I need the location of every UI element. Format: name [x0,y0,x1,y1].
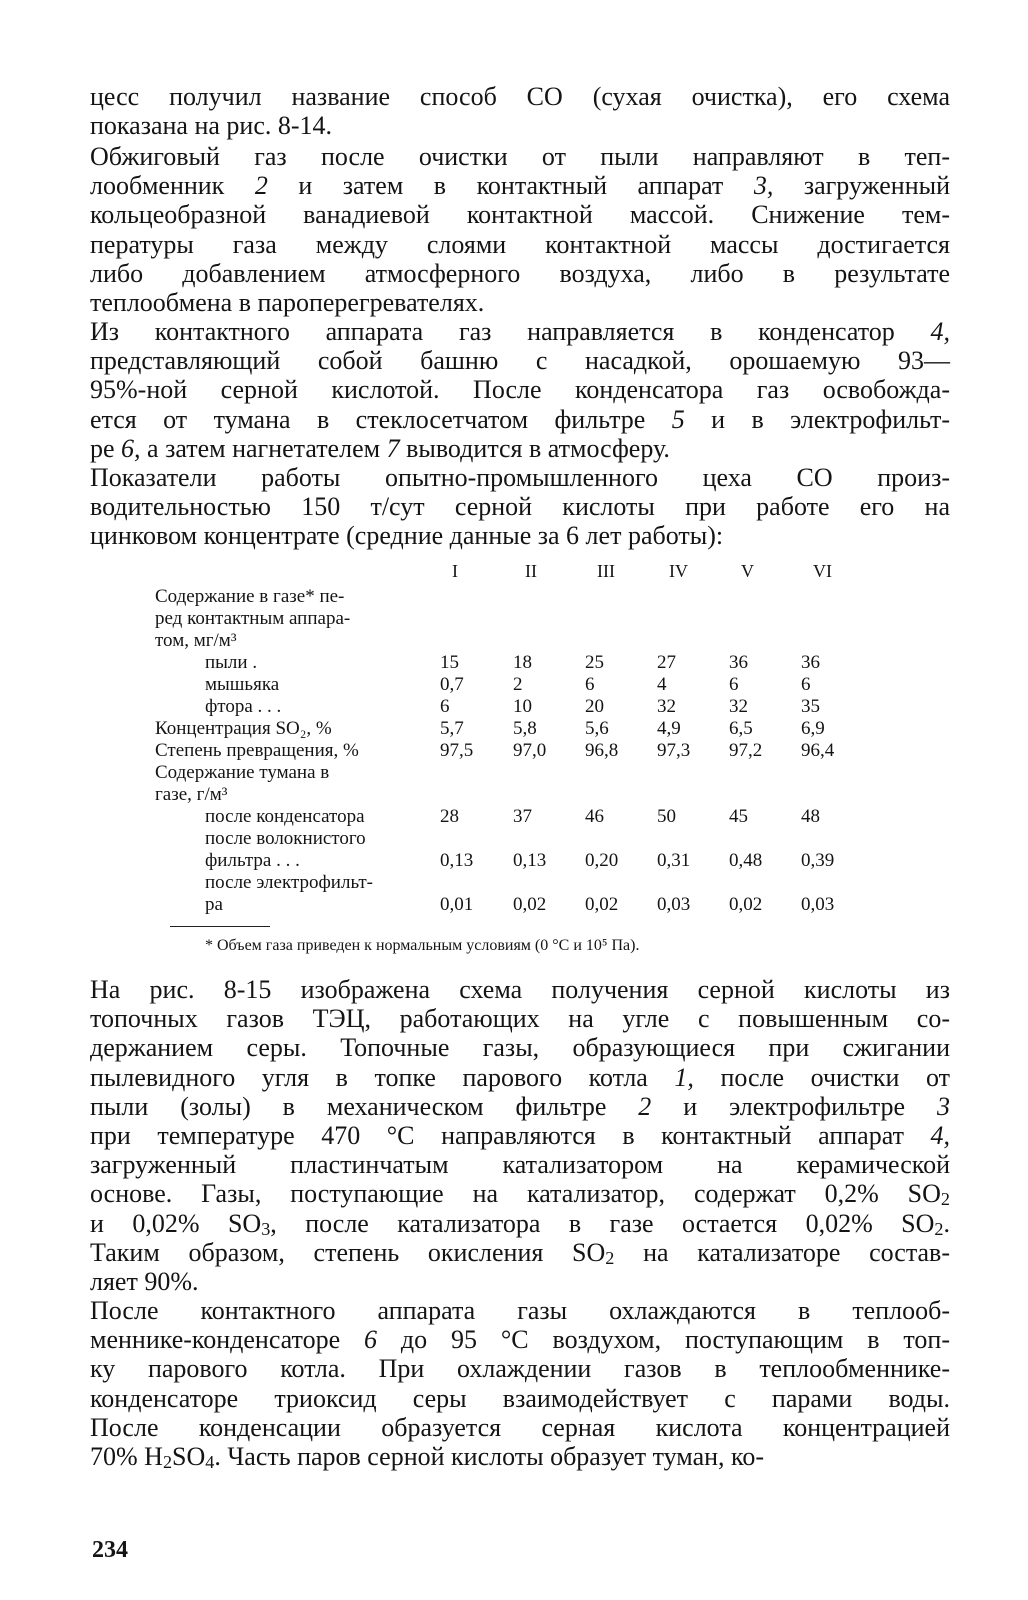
table-cell: 27 [657,652,676,673]
table-cell: 6 [585,674,595,695]
table-cell: 0,13 [440,850,474,871]
footnote-rule [170,926,270,927]
table-cell: 32 [657,696,676,717]
row-label: после конденсатора [205,806,365,827]
row-label: газе, г/м³ [155,784,228,805]
paragraph [90,975,950,1296]
text-line: показана на рис. 8-14. [90,111,333,141]
text-line: Обжиговый газ после очистки от пыли направляют в теп- [90,142,950,171]
table-cell: 5,8 [513,718,537,739]
table-cell: 97,5 [440,740,474,761]
paragraph [90,463,950,551]
text-line: пыли (золы) в механическом фильтре 2 и электрофильтре 3 [90,1091,950,1121]
table-cell: 45 [729,806,748,827]
table-cell: 6,9 [801,718,825,739]
column-header: III [597,561,615,581]
text-line: теплообмена в пароперегревателях. [90,288,485,318]
column-header: VI [813,561,832,581]
table-cell: 97,3 [657,740,691,761]
column-header: V [741,561,754,581]
table-cell: 36 [729,652,748,673]
row-label: том, мг/м³ [155,630,237,651]
table-cell: 0,20 [585,850,619,871]
text-line: основе. Газы, поступающие на катализатор, содержат 0,2% $SO_2$ [90,1179,950,1210]
table-cell: 37 [513,806,532,827]
text-line: при температуре 470 °С направляются в контактный аппарат 4, [90,1121,950,1151]
table-cell: 0,13 [513,850,547,871]
text-line: цинковом концентрате (средние данные за 6 лет работы): [90,521,724,551]
row-label: ра [205,894,223,915]
table-cell: 97,0 [513,740,547,761]
table-cell: 0,31 [657,850,691,871]
text-line: Показатели работы опытно-промышленного цеха СО произ- [90,463,950,492]
table-cell: 18 [513,652,532,673]
row-label: фтора . . . [205,696,282,717]
text-line: После конденсации образуется серная кислота концентрацией [90,1412,950,1442]
table-cell: 4 [657,674,667,695]
row-label: пыли . [205,652,258,673]
table-cell: 46 [585,806,604,827]
text-line: После контактного аппарата газы охлаждаются в теплооб- [90,1296,950,1325]
column-header: IV [669,561,688,581]
table-cell: 0,03 [657,894,691,915]
table-cell: 4,9 [657,718,681,739]
table-cell: 97,2 [729,740,763,761]
text-line: меннике-конденсаторе 6 до 95 °С воздухом, поступающим в топ- [90,1325,950,1355]
row-label: после волокнистого [205,828,366,849]
table-cell: 0,02 [585,894,619,915]
table-cell: 0,39 [801,850,835,871]
table-cell: 0,01 [440,894,474,915]
text-line: На рис. 8-15 изображена схема получения серной кислоты из [90,975,950,1004]
table-cell: 35 [801,696,820,717]
table-cell: 36 [801,652,820,673]
text-line: Из контактного аппарата газ направляется в конденсатор 4, [90,317,950,346]
table-cell: 0,03 [801,894,835,915]
table-cell: 5,7 [440,718,464,739]
table-cell: 50 [657,806,676,827]
table-cell: 6 [440,696,450,717]
paragraph [90,82,950,140]
table-cell: 48 [801,806,820,827]
text-line: 70% $H_2SO_4$. Часть паров серной кислоты образует туман, ко- [90,1442,765,1473]
row-label: Содержание тумана в [155,762,330,783]
text-line: водительностью 150 т/сут серной кислоты при работе его на [90,492,950,522]
table-cell: 10 [513,696,532,717]
table-cell: 0,02 [729,894,763,915]
row-label: фильтра . . . [205,850,300,871]
table-cell: 15 [440,652,459,673]
text-line: Таким образом, степень окисления $SO_2$ на катализаторе состав- [90,1237,950,1268]
table-cell: 96,8 [585,740,619,761]
table-cell: 96,4 [801,740,835,761]
table-cell: 6,5 [729,718,753,739]
table-cell: 32 [729,696,748,717]
table-cell: 28 [440,806,459,827]
text-line: ется от тумана в стеклосетчатом фильтре 5 и в электрофильт- [90,404,950,434]
table-cell: 20 [585,696,604,717]
row-label: ред контактным аппара- [155,608,351,629]
text-line: загруженный пластинчатым катализатором на керамической [90,1150,950,1180]
row-label: после электрофильт- [205,872,374,893]
text-line: пылевидного угля в топке парового котла 1, после очистки от [90,1062,950,1092]
text-line: представляющий собой башню с насадкой, орошаемую 93— [90,346,950,376]
text-line: цесс получил название способ СО (сухая очистка), его схема [90,82,950,111]
page-number: 234 [92,1537,128,1563]
paragraph [90,317,950,463]
table-cell: 2 [513,674,523,695]
text-line: держанием серы. Топочные газы, образующиеся при сжигании [90,1033,950,1063]
table-cell: 6 [729,674,739,695]
text-line: ку парового котла. При охлаждении газов в теплообменнике- [90,1354,950,1384]
text-line: топочных газов ТЭЦ, работающих на угле с повышенным со- [90,1004,950,1034]
column-header: I [452,561,458,581]
text-line: и 0,02% $SO_3$, после катализатора в газе остается 0,02% $SO_2$. [90,1208,950,1239]
row-label: Концентрация SO₂, % [155,718,332,739]
text-line: кольцеобразной ванадиевой контактной массой. Снижение тем- [90,200,950,230]
text-line: либо добавлением атмосферного воздуха, либо в результате [90,258,950,288]
row-label: Содержание в газе* пе- [155,586,345,607]
text-line: ляет 90%. [90,1267,199,1297]
table-cell: 0,02 [513,894,547,915]
table-cell: 25 [585,652,604,673]
table-cell: 0,7 [440,674,464,695]
text-line: пературы газа между слоями контактной массы достигается [90,229,950,259]
text-line: конденсаторе триоксид серы взаимодействует с парами воды. [90,1383,950,1413]
column-header: II [525,561,537,581]
table-cell: 5,6 [585,718,609,739]
text-line: ре 6, а затем нагнетателем 7 выводится в атмосферу. [90,433,670,463]
footnote: * Объем газа приведен к нормальным условиям (0 °С и 10⁵ Па). [205,937,640,954]
table-cell: 6 [801,674,811,695]
text-line: 95%-ной серной кислотой. После конденсатора газ освобожда- [90,375,950,405]
paragraph [90,142,950,317]
text-line: лообменник 2 и затем в контактный аппарат 3, загруженный [90,171,950,201]
table-cell: 0,48 [729,850,763,871]
row-label: мышьяка [205,674,280,695]
row-label: Степень превращения, % [155,740,359,761]
paragraph [90,1296,950,1471]
